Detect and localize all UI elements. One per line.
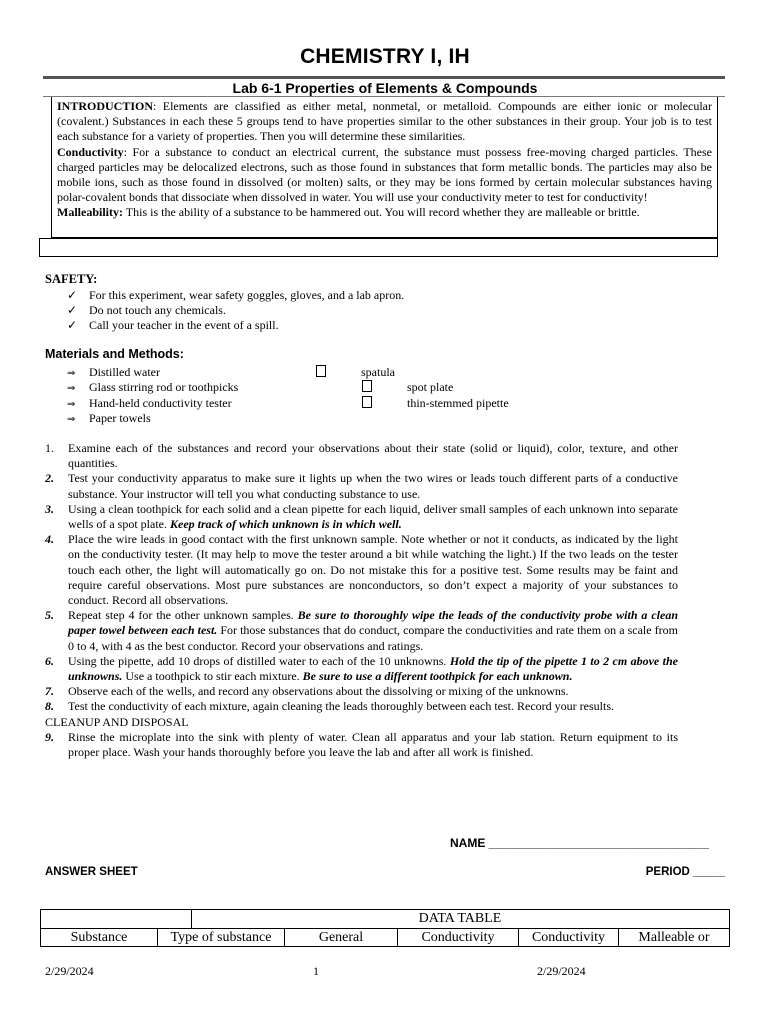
arrow-icon: ⇒	[67, 399, 76, 410]
safety-list	[67, 288, 404, 334]
table-header-cell: Conductivity	[398, 928, 519, 947]
footer-page-number: 1	[313, 964, 319, 978]
title-rule	[43, 76, 725, 79]
conductivity-text: : For a substance to conduct an electrical current, the substance must possess free-moving charged particles. These charged particles may be delocalized electrons, such as those found in substances that form metallic bonds. The particles may also be mobile ions, such as those found in dissolved (or molten) salts, or they may be ions formed by certain molecular substances having polar-covalent bonds that dissociate when dissolved in water. You will use your conductivity meter to test for conductivity!	[57, 144, 712, 205]
missing-glyph-icon	[362, 396, 372, 408]
procedure-step: 2. Test your conductivity apparatus to make sure it lights up when the two wires or leads touch different parts of a conductive substance. Your instructor will tell you what conducting substance to use.	[45, 471, 678, 501]
footer-date-right: 2/29/2024	[537, 964, 586, 978]
procedure-step: 5. Repeat step 4 for the other unknown samples. Be sure to thoroughly wipe the leads of the conductivity probe with a clean paper towel between each test. For those substances that do conduct, compare the conductivities and rate them on a scale from 0 to 4, with 4 as the best conductor. Record your observations and ratings.	[45, 608, 679, 653]
procedure-step: 3. Using a clean toothpick for each solid and a clean pipette for each liquid, deliver small samples of each unknown into separate wells of a spot plate. Keep track of which unknown is in which well.	[45, 501, 678, 532]
table-header-cell: General	[285, 928, 398, 947]
introduction-text: : Elements are classified as either metal, nonmetal, or metalloid. Compounds are either ionic or molecular (covalent.) Substances in each these 5 groups tend to have properties similar to the other substances in their group. Your job is to test each substance for a variety of properties. Then you will determine these similarities.	[57, 99, 712, 144]
period-field: PERIOD _____	[645, 866, 725, 878]
check-icon: ✓	[67, 303, 78, 318]
material-item: ⇒ Glass stirring rod or toothpicks	[67, 380, 238, 396]
data-table	[40, 909, 730, 947]
procedure-step: 6. Using the pipette, add 10 drops of distilled water to each of the 10 unknowns. Hold the tip of the pipette 1 to 2 cm above the unknowns. Use a toothpick to stir each mixture. Be sure to use a different toothpick for each unknown.	[45, 653, 679, 684]
table-header-cell: Substance	[41, 928, 158, 947]
missing-glyph-icon	[316, 365, 326, 377]
introduction-box	[51, 97, 718, 238]
procedure-step: 1. Examine each of the substances and record your observations about their state (solid or liquid), color, texture, and other quantities.	[45, 441, 678, 471]
conductivity-paragraph	[57, 145, 712, 206]
material-item: spatula	[316, 365, 395, 380]
safety-item: ✓ Do not touch any chemicals.	[67, 303, 226, 318]
arrow-icon: ⇒	[67, 368, 76, 379]
conductivity-label: Conductivity	[57, 144, 124, 159]
answer-sheet-title: ANSWER SHEET	[45, 866, 138, 878]
arrow-icon: ⇒	[67, 383, 76, 394]
lab-subtitle: Lab 6-1 Properties of Elements & Compounds	[232, 80, 538, 96]
safety-item: ✓ For this experiment, wear safety goggles, gloves, and a lab apron.	[67, 288, 405, 302]
procedure-steps	[45, 441, 678, 760]
name-field: NAME _________________________________	[450, 836, 709, 850]
materials-title: Materials and Methods:	[45, 347, 184, 361]
material-item: thin-stemmed pipette	[362, 396, 509, 411]
material-item: spot plate	[362, 380, 453, 395]
arrow-icon: ⇒	[67, 414, 76, 425]
safety-item: ✓ Call your teacher in the event of a spill.	[67, 318, 279, 333]
check-icon: ✓	[67, 318, 78, 333]
data-table-title: DATA TABLE	[418, 911, 502, 926]
material-item: ⇒ Hand-held conductivity tester	[67, 396, 232, 412]
procedure-step: 8. Test the conductivity of each mixture, again cleaning the leads thoroughly between each test. Record your results.	[45, 699, 614, 714]
introduction-paragraph	[57, 99, 712, 145]
procedure-step: 4. Place the wire leads in good contact with the first unknown sample. Note whether or not it conducts, as indicated by the light on the conductivity tester. (It may help to move the tester around a bit while watching the light.) If the two leads on the tester touch each other, the light will automatically go on. Do not mistake this for a positive test. Some results may be faint and require careful observations. Most pure substances are nonconductors, so don’t expect a majority of your substances to conduct. Record all observations.	[45, 532, 678, 608]
missing-glyph-icon	[362, 380, 372, 392]
material-item: ⇒ Distilled water	[67, 365, 160, 381]
malleability-text: This is the ability of a substance to be hammered out. You will record whether they are malleable or brittle.	[123, 205, 640, 220]
malleability-label: Malleability:	[57, 205, 123, 220]
check-icon: ✓	[67, 288, 78, 302]
safety-title: SAFETY:	[45, 272, 98, 286]
table-header-cell: Malleable or	[638, 930, 710, 945]
procedure-step: 7. Observe each of the wells, and record any observations about the dissolving or mixing of the unknowns.	[45, 684, 569, 699]
procedure-step: 9. Rinse the microplate into the sink with plenty of water. Clean all apparatus and your lab station. Return equipment to its proper place. Wash your hands thoroughly before you leave the lab and after all work is finished.	[45, 729, 678, 760]
cleanup-heading: CLEANUP AND DISPOSAL	[45, 714, 189, 729]
table-header-cell: Type of substance	[158, 928, 285, 947]
malleability-paragraph	[57, 205, 712, 220]
material-item: ⇒ Paper towels	[67, 411, 151, 427]
table-header-cell: Conductivity	[519, 928, 619, 947]
page-title: CHEMISTRY I, IH	[300, 45, 470, 68]
empty-box-row	[39, 238, 718, 257]
footer-date-left: 2/29/2024	[45, 964, 94, 978]
introduction-label: INTRODUCTION	[57, 99, 154, 113]
